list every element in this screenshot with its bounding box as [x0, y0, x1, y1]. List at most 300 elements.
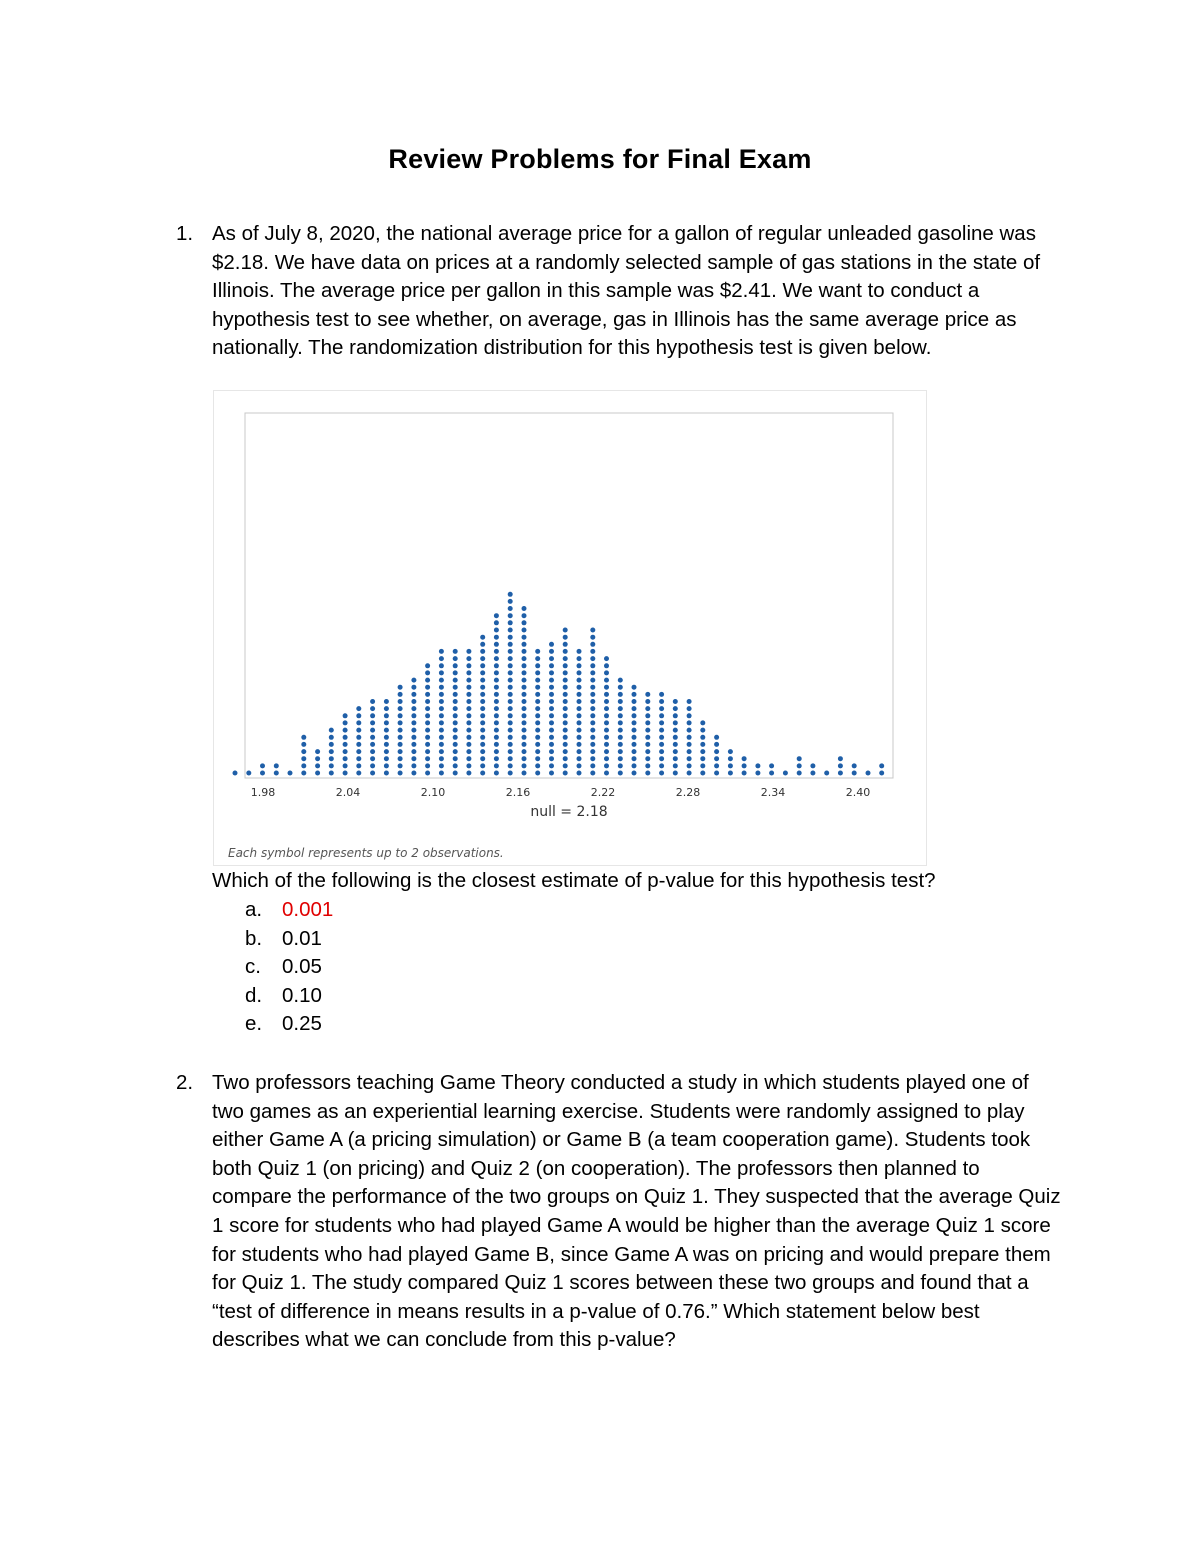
- data-dot: [590, 749, 595, 754]
- data-dot: [439, 749, 444, 754]
- data-dot: [494, 685, 499, 690]
- data-dot: [356, 749, 361, 754]
- data-dot: [453, 749, 458, 754]
- data-dot: [687, 749, 692, 754]
- data-dot: [522, 699, 527, 704]
- data-dot: [590, 642, 595, 647]
- data-dot: [659, 763, 664, 768]
- data-dot: [425, 728, 430, 733]
- data-dot: [453, 756, 458, 761]
- data-dot: [535, 763, 540, 768]
- data-dot: [411, 706, 416, 711]
- data-dot: [246, 771, 251, 776]
- data-dot: [466, 742, 471, 747]
- data-dot: [604, 706, 609, 711]
- data-dot: [508, 720, 513, 725]
- data-dot: [618, 771, 623, 776]
- data-dot: [742, 756, 747, 761]
- data-dot: [411, 749, 416, 754]
- data-dot: [522, 763, 527, 768]
- data-dot: [604, 735, 609, 740]
- data-dot: [425, 713, 430, 718]
- data-dot: [563, 642, 568, 647]
- data-dot: [411, 692, 416, 697]
- data-dot: [590, 692, 595, 697]
- data-dot: [494, 692, 499, 697]
- data-dot: [439, 649, 444, 654]
- data-dot: [549, 735, 554, 740]
- data-dot: [549, 656, 554, 661]
- data-dot: [494, 742, 499, 747]
- data-dot: [673, 742, 678, 747]
- data-dot: [466, 713, 471, 718]
- data-dot: [411, 763, 416, 768]
- question-1-prompt: Which of the following is the closest estimate of p-value for this hypothesis test?: [212, 869, 936, 892]
- data-dot: [687, 699, 692, 704]
- data-dot: [604, 685, 609, 690]
- data-dot: [632, 685, 637, 690]
- data-dot: [535, 742, 540, 747]
- data-dot: [301, 771, 306, 776]
- data-dot: [508, 678, 513, 683]
- data-dot: [590, 720, 595, 725]
- data-dot: [700, 720, 705, 725]
- data-dot: [632, 735, 637, 740]
- data-dot: [728, 763, 733, 768]
- data-dot: [301, 756, 306, 761]
- data-dot: [563, 749, 568, 754]
- data-dot: [480, 728, 485, 733]
- data-dot: [549, 756, 554, 761]
- data-dot: [522, 749, 527, 754]
- data-dot: [604, 699, 609, 704]
- data-dot: [466, 685, 471, 690]
- data-dot: [425, 763, 430, 768]
- data-dot: [453, 678, 458, 683]
- data-dot: [411, 699, 416, 704]
- data-dot: [522, 678, 527, 683]
- data-dot: [673, 763, 678, 768]
- data-dot: [838, 756, 843, 761]
- data-dot: [453, 663, 458, 668]
- data-dot: [384, 771, 389, 776]
- data-dot: [439, 685, 444, 690]
- data-dot: [535, 699, 540, 704]
- data-dot: [425, 735, 430, 740]
- data-dot: [549, 771, 554, 776]
- data-dot: [618, 692, 623, 697]
- data-dot: [494, 735, 499, 740]
- data-dot: [659, 706, 664, 711]
- data-dot: [370, 713, 375, 718]
- data-dot: [659, 713, 664, 718]
- data-dot: [714, 756, 719, 761]
- data-dot: [797, 756, 802, 761]
- data-dot: [480, 763, 485, 768]
- x-tick-label: 1.98: [250, 786, 276, 799]
- data-dot: [645, 728, 650, 733]
- question-text: Two professors teaching Game Theory conducted a study in which students played one of two games as an experiential learning exercise. Students were randomly assigned to play either Game A (a pricing simulation) or Game B (a team cooperation game). Students took both Quiz 1 (on pricing) and Quiz 2 (on cooperation). The professors then planned to compare the performance of the two groups on Quiz 1. They suspected that the average Quiz 1 score for students who had played Game A would be higher than the average Quiz 1 score for students who had played Game B, since Game A was on pricing and would prepare them for Quiz 1. The study compared Quiz 1 scores between these two groups and found that a “test of difference in means results in a p-value of 0.76.” Which statement below best describes what we can conclude from this p-value?: [212, 1071, 1061, 1352]
- data-dot: [577, 749, 582, 754]
- data-dot: [577, 756, 582, 761]
- data-dot: [411, 728, 416, 733]
- data-dot: [618, 720, 623, 725]
- data-dot: [549, 713, 554, 718]
- data-dot: [700, 742, 705, 747]
- option-value: 0.01: [282, 926, 322, 950]
- question-number: 2.: [176, 1071, 194, 1094]
- data-dot: [632, 771, 637, 776]
- data-dot: [508, 649, 513, 654]
- data-dot: [439, 692, 444, 697]
- data-dot: [370, 742, 375, 747]
- data-dot: [535, 685, 540, 690]
- data-dot: [233, 771, 238, 776]
- data-dot: [453, 728, 458, 733]
- data-dot: [466, 749, 471, 754]
- data-dot: [714, 771, 719, 776]
- data-dot: [315, 756, 320, 761]
- data-dot: [700, 771, 705, 776]
- data-dot: [687, 713, 692, 718]
- data-dot: [742, 771, 747, 776]
- data-dot: [563, 763, 568, 768]
- data-dot: [480, 749, 485, 754]
- option-label: c.: [245, 955, 261, 979]
- data-dot: [466, 728, 471, 733]
- data-dot: [522, 728, 527, 733]
- data-dot: [274, 763, 279, 768]
- data-dot: [563, 670, 568, 675]
- data-dot: [508, 599, 513, 604]
- data-dot: [604, 742, 609, 747]
- data-dot: [453, 735, 458, 740]
- data-dot: [590, 656, 595, 661]
- data-dot: [425, 756, 430, 761]
- data-dot: [480, 678, 485, 683]
- data-dot: [604, 728, 609, 733]
- data-dot: [549, 663, 554, 668]
- data-dot: [370, 720, 375, 725]
- data-dot: [384, 749, 389, 754]
- data-dot: [549, 763, 554, 768]
- data-dot: [508, 771, 513, 776]
- data-dot: [466, 663, 471, 668]
- data-dot: [563, 685, 568, 690]
- data-dot: [425, 720, 430, 725]
- data-dot: [700, 728, 705, 733]
- data-dot: [343, 763, 348, 768]
- data-dot: [343, 713, 348, 718]
- data-dot: [453, 763, 458, 768]
- data-dot: [590, 771, 595, 776]
- data-dot: [508, 606, 513, 611]
- data-dot: [604, 670, 609, 675]
- data-dot: [522, 692, 527, 697]
- data-dot: [370, 728, 375, 733]
- data-dot: [329, 742, 334, 747]
- data-dot: [301, 749, 306, 754]
- data-dot: [604, 678, 609, 683]
- data-dot: [604, 720, 609, 725]
- data-dot: [549, 728, 554, 733]
- data-dot: [466, 720, 471, 725]
- data-dot: [522, 742, 527, 747]
- data-dot: [411, 742, 416, 747]
- data-dot: [411, 756, 416, 761]
- data-dot: [384, 713, 389, 718]
- data-dot: [356, 706, 361, 711]
- data-dot: [618, 756, 623, 761]
- data-dot: [755, 771, 760, 776]
- data-dot: [728, 756, 733, 761]
- data-dot: [604, 756, 609, 761]
- data-dot: [411, 678, 416, 683]
- data-dot: [549, 692, 554, 697]
- data-dot: [618, 685, 623, 690]
- data-dot: [714, 742, 719, 747]
- data-dot: [673, 735, 678, 740]
- data-dot: [728, 771, 733, 776]
- data-dot: [522, 649, 527, 654]
- data-dot: [645, 771, 650, 776]
- data-dot: [673, 699, 678, 704]
- data-dot: [301, 735, 306, 740]
- data-dot: [425, 692, 430, 697]
- data-dot: [425, 663, 430, 668]
- data-dot: [480, 742, 485, 747]
- data-dot: [480, 656, 485, 661]
- data-dot: [687, 735, 692, 740]
- randomization-distribution-chart: [213, 390, 927, 866]
- data-dot: [590, 728, 595, 733]
- data-dot: [398, 706, 403, 711]
- data-dot: [563, 706, 568, 711]
- data-dot: [604, 763, 609, 768]
- data-dot: [879, 763, 884, 768]
- data-dot: [398, 728, 403, 733]
- data-dot: [398, 699, 403, 704]
- data-dot: [439, 763, 444, 768]
- data-dot: [549, 670, 554, 675]
- data-dot: [632, 728, 637, 733]
- data-dot: [577, 699, 582, 704]
- data-dot: [425, 685, 430, 690]
- data-dot: [659, 756, 664, 761]
- data-dot: [549, 649, 554, 654]
- data-dot: [508, 706, 513, 711]
- data-dot: [508, 635, 513, 640]
- data-dot: [522, 642, 527, 647]
- data-dot: [398, 692, 403, 697]
- data-dot: [522, 670, 527, 675]
- data-dot: [439, 720, 444, 725]
- data-dot: [700, 763, 705, 768]
- data-dot: [687, 756, 692, 761]
- x-tick-label: 2.16: [505, 786, 531, 799]
- data-dot: [398, 713, 403, 718]
- data-dot: [577, 685, 582, 690]
- data-dot: [769, 763, 774, 768]
- x-tick-label: 2.40: [845, 786, 871, 799]
- data-dot: [563, 678, 568, 683]
- data-dot: [453, 706, 458, 711]
- data-dot: [673, 720, 678, 725]
- data-dot: [466, 656, 471, 661]
- data-dot: [508, 713, 513, 718]
- data-dot: [398, 756, 403, 761]
- data-dot: [329, 728, 334, 733]
- data-dot: [329, 735, 334, 740]
- x-axis: [251, 786, 871, 799]
- data-dot: [590, 763, 595, 768]
- data-dot: [577, 742, 582, 747]
- data-dot: [494, 628, 499, 633]
- data-dot: [425, 670, 430, 675]
- data-dot: [590, 678, 595, 683]
- data-dot: [590, 735, 595, 740]
- option-value: 0.05: [282, 955, 322, 979]
- data-dot: [480, 663, 485, 668]
- data-dot: [398, 720, 403, 725]
- data-dot: [494, 713, 499, 718]
- data-dot: [356, 763, 361, 768]
- data-dot: [315, 749, 320, 754]
- data-dot: [522, 713, 527, 718]
- data-dot: [549, 685, 554, 690]
- data-dot: [494, 613, 499, 618]
- data-dot: [466, 678, 471, 683]
- data-dot: [466, 771, 471, 776]
- data-dot: [453, 699, 458, 704]
- x-tick-label: 2.10: [420, 786, 446, 799]
- data-dot: [494, 656, 499, 661]
- data-dot: [535, 678, 540, 683]
- data-dot: [439, 656, 444, 661]
- data-dot: [714, 735, 719, 740]
- data-dot: [494, 620, 499, 625]
- data-dot: [673, 756, 678, 761]
- data-dot: [508, 656, 513, 661]
- data-dot: [659, 699, 664, 704]
- data-dot: [577, 656, 582, 661]
- data-dot: [549, 678, 554, 683]
- data-dot: [563, 771, 568, 776]
- data-dot: [645, 756, 650, 761]
- option-value: 0.25: [282, 1012, 322, 1036]
- data-dot: [838, 763, 843, 768]
- data-dot: [632, 742, 637, 747]
- data-dot: [398, 749, 403, 754]
- data-dot: [535, 649, 540, 654]
- data-dot: [810, 771, 815, 776]
- data-dot: [632, 692, 637, 697]
- data-dot: [480, 670, 485, 675]
- data-dot: [494, 763, 499, 768]
- data-dot: [466, 763, 471, 768]
- data-dot: [700, 749, 705, 754]
- data-dot: [590, 663, 595, 668]
- data-dot: [590, 713, 595, 718]
- data-dot: [687, 771, 692, 776]
- data-dot: [508, 670, 513, 675]
- data-dot: [508, 663, 513, 668]
- data-dot: [384, 763, 389, 768]
- data-dot: [645, 735, 650, 740]
- data-dot: [618, 678, 623, 683]
- data-dot: [604, 663, 609, 668]
- data-dot: [370, 771, 375, 776]
- data-dot: [398, 685, 403, 690]
- data-dot: [700, 756, 705, 761]
- data-dot: [645, 713, 650, 718]
- data-dot: [549, 642, 554, 647]
- data-dot: [604, 749, 609, 754]
- data-dot: [439, 663, 444, 668]
- x-tick-label: 2.22: [590, 786, 616, 799]
- plot-frame: [245, 413, 893, 778]
- data-dot: [301, 742, 306, 747]
- data-dot: [577, 663, 582, 668]
- data-dot: [852, 763, 857, 768]
- data-dot: [384, 706, 389, 711]
- data-dot: [453, 670, 458, 675]
- data-dot: [508, 699, 513, 704]
- data-dot: [577, 678, 582, 683]
- data-dot: [384, 756, 389, 761]
- data-dot: [687, 763, 692, 768]
- data-dot: [356, 756, 361, 761]
- data-dot: [356, 771, 361, 776]
- data-dot: [370, 735, 375, 740]
- data-dot: [714, 763, 719, 768]
- data-dot: [645, 720, 650, 725]
- data-dot: [522, 606, 527, 611]
- data-dot: [315, 763, 320, 768]
- data-dot: [590, 742, 595, 747]
- data-dot: [535, 771, 540, 776]
- data-dot: [329, 771, 334, 776]
- data-dot: [522, 706, 527, 711]
- data-dot: [315, 771, 320, 776]
- data-dot: [590, 670, 595, 675]
- data-dot: [522, 685, 527, 690]
- data-dot: [384, 742, 389, 747]
- data-dot: [577, 649, 582, 654]
- data-dot: [480, 699, 485, 704]
- data-dot: [535, 656, 540, 661]
- data-dot: [632, 763, 637, 768]
- data-dot: [508, 735, 513, 740]
- data-dot: [494, 678, 499, 683]
- data-dot: [494, 663, 499, 668]
- data-dot: [659, 771, 664, 776]
- data-dot: [439, 670, 444, 675]
- data-dot: [563, 699, 568, 704]
- data-dot: [439, 728, 444, 733]
- data-dot: [563, 692, 568, 697]
- data-dot: [453, 692, 458, 697]
- data-dot: [618, 742, 623, 747]
- data-dot: [508, 763, 513, 768]
- data-dot: [522, 756, 527, 761]
- data-dot: [439, 735, 444, 740]
- data-dot: [398, 771, 403, 776]
- data-dot: [563, 649, 568, 654]
- data-dot: [590, 699, 595, 704]
- data-dot: [797, 763, 802, 768]
- data-dot: [687, 728, 692, 733]
